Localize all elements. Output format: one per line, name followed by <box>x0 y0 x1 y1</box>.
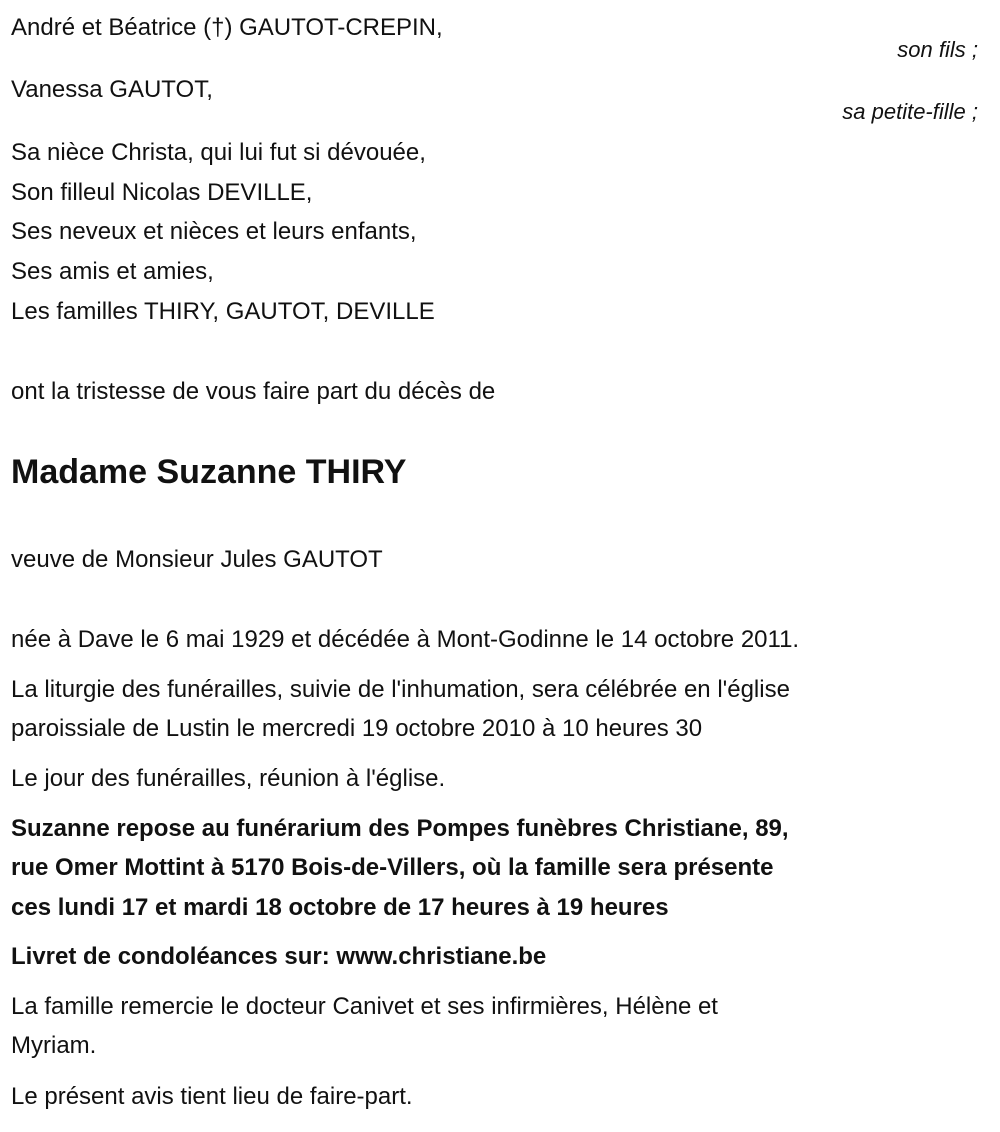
condolences-text: Livret de condoléances sur: www.christiane.be <box>11 943 547 970</box>
family-member-name: André et Béatrice (†) GAUTOT-CREPIN, <box>11 14 443 41</box>
notice-text: Le présent avis tient lieu de faire-part. <box>11 1083 413 1110</box>
mourner-line: Les familles THIRY, GAUTOT, DEVILLE <box>11 298 435 325</box>
birth-death-text: née à Dave le 6 mai 1929 et décédée à Mont-Godinne le 14 octobre 2011. <box>11 626 800 653</box>
funerarium-text: rue Omer Mottint à 5170 Bois-de-Villers, où la famille sera présente <box>11 854 774 881</box>
family-member-relation: sa petite-fille ; <box>842 99 978 124</box>
funerarium-text: Suzanne repose au funérarium des Pompes funèbres Christiane, 89, <box>11 815 789 842</box>
thanks-text: Myriam. <box>11 1032 97 1059</box>
widow-of-text: veuve de Monsieur Jules GAUTOT <box>11 546 383 573</box>
funerarium-text: ces lundi 17 et mardi 18 octobre de 17 heures à 19 heures <box>11 894 669 921</box>
liturgy-text: paroissiale de Lustin le mercredi 19 octobre 2010 à 10 heures 30 <box>11 715 703 742</box>
family-member-name: Vanessa GAUTOT, <box>11 76 213 103</box>
meeting-text: Le jour des funérailles, réunion à l'église. <box>11 765 446 792</box>
thanks-text: La famille remercie le docteur Canivet et ses infirmières, Hélène et <box>11 993 718 1020</box>
deceased-name: Madame Suzanne THIRY <box>11 453 407 491</box>
family-member-relation: son fils ; <box>897 37 978 62</box>
mourner-line: Son filleul Nicolas DEVILLE, <box>11 179 313 206</box>
liturgy-text: La liturgie des funérailles, suivie de l'inhumation, sera célébrée en l'église <box>11 676 790 703</box>
announcement-text: ont la tristesse de vous faire part du décès de <box>11 378 496 405</box>
mourner-line: Sa nièce Christa, qui lui fut si dévouée, <box>11 139 426 166</box>
mourner-line: Ses amis et amies, <box>11 258 214 285</box>
mourner-line: Ses neveux et nièces et leurs enfants, <box>11 218 417 245</box>
